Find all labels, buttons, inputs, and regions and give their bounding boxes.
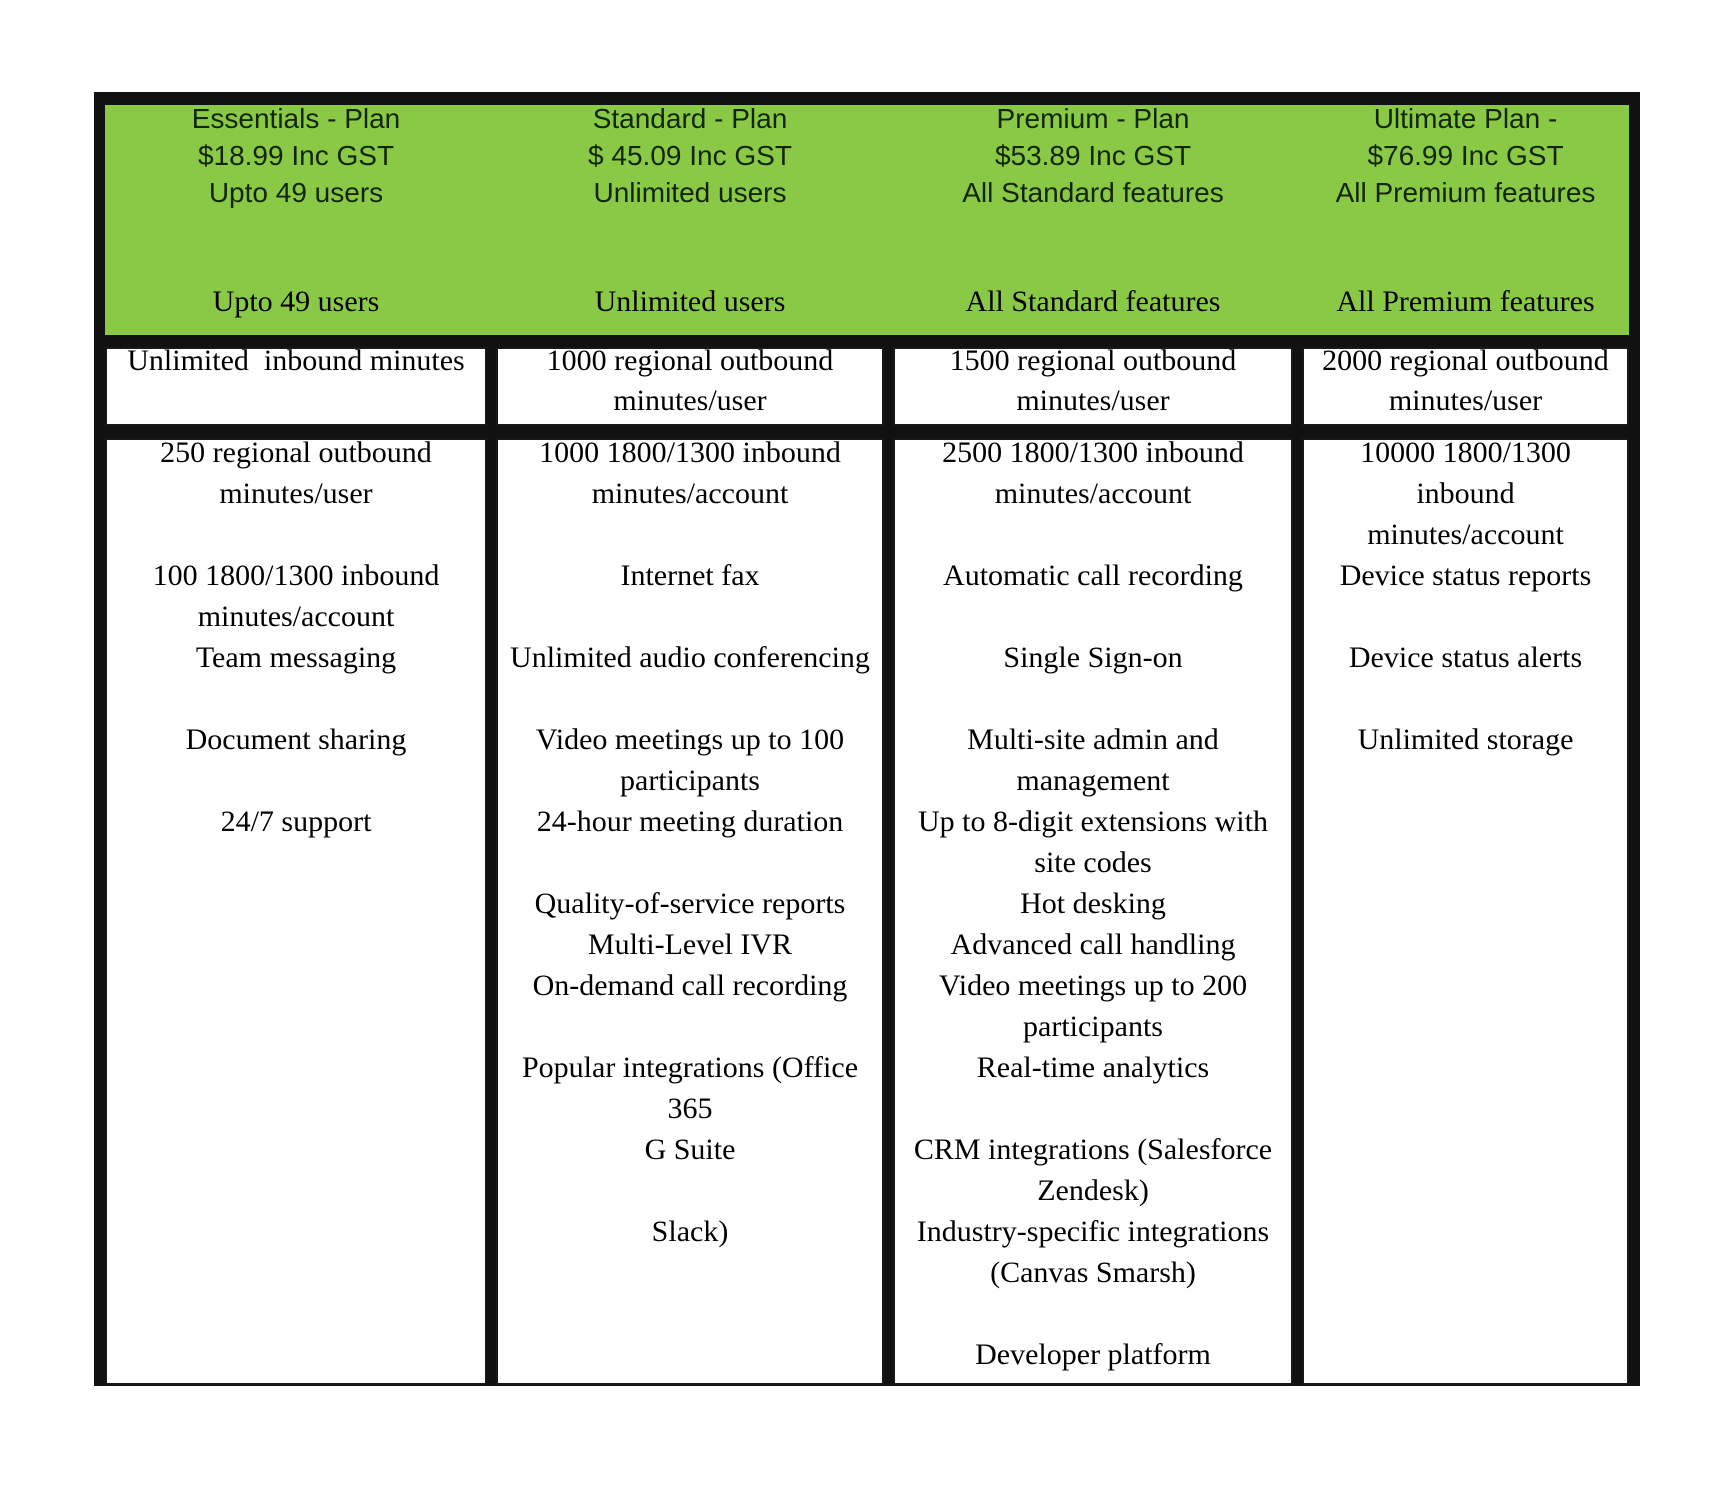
plan-subtitle: Upto 49 users bbox=[208, 177, 384, 208]
feature-line: 24/7 support bbox=[220, 805, 372, 838]
feature-line: participants bbox=[1023, 1010, 1163, 1043]
feature-line: 365 bbox=[667, 1092, 713, 1125]
feature-line: 250 regional outbound bbox=[160, 438, 432, 469]
feature-line bbox=[1304, 1047, 1627, 1088]
feature-line: Video meetings up to 200 bbox=[938, 969, 1248, 1002]
feature-line: Multi-site admin and bbox=[967, 723, 1219, 756]
feature-line: minutes/user bbox=[613, 384, 767, 417]
feature-line bbox=[1304, 1129, 1627, 1170]
feature-line: Up to 8-digit extensions with bbox=[918, 805, 1268, 838]
feature-line bbox=[107, 883, 485, 924]
feature-line bbox=[498, 1006, 882, 1047]
feature-line: Automatic call recording bbox=[943, 559, 1243, 592]
feature-line: management bbox=[1016, 764, 1170, 797]
feature-line bbox=[1304, 678, 1627, 719]
feature-line bbox=[895, 514, 1291, 555]
feature-line: Device status reports bbox=[1339, 559, 1592, 592]
feature-line bbox=[107, 1088, 485, 1129]
feature-line bbox=[107, 1129, 485, 1170]
feature-line: Team messaging bbox=[195, 641, 397, 674]
feature-line: 2000 regional outbound bbox=[1322, 347, 1609, 377]
feature-line: 2500 1800/1300 inbound bbox=[942, 438, 1244, 469]
feature-line: inbound bbox=[1416, 477, 1515, 510]
plan-header-standard bbox=[496, 105, 884, 335]
plan-tagline: Upto 49 users bbox=[212, 285, 380, 318]
feature-line: Unlimited audio conferencing bbox=[510, 641, 870, 674]
feature-line: minutes/user bbox=[219, 477, 373, 510]
plan-price: $18.99 Inc GST bbox=[197, 140, 395, 171]
feature-line: minutes/account bbox=[1367, 518, 1564, 551]
plan-price: $ 45.09 Inc GST bbox=[588, 140, 792, 171]
minutes-cell-ultimate bbox=[1302, 347, 1629, 426]
feature-line: On-demand call recording bbox=[532, 969, 848, 1002]
feature-line bbox=[1304, 801, 1627, 842]
plan-tagline: All Premium features bbox=[1336, 285, 1595, 318]
feature-line bbox=[1304, 1211, 1627, 1252]
plan-name: Standard - Plan bbox=[592, 103, 788, 134]
feature-line bbox=[1304, 1088, 1627, 1129]
feature-line: CRM integrations (Salesforce bbox=[913, 1133, 1273, 1166]
feature-line: Slack) bbox=[651, 1215, 729, 1248]
feature-line: 1000 1800/1300 inbound bbox=[539, 438, 841, 469]
feature-line bbox=[107, 1006, 485, 1047]
feature-line bbox=[107, 1293, 485, 1334]
features-row bbox=[105, 438, 1629, 1385]
plan-header-band bbox=[105, 105, 1629, 335]
feature-line bbox=[107, 842, 485, 883]
plan-header-ultimate bbox=[1302, 105, 1629, 335]
feature-line: Zendesk) bbox=[1037, 1174, 1149, 1207]
plan-subtitle: All Standard features bbox=[962, 177, 1224, 208]
feature-line bbox=[1304, 965, 1627, 1006]
plan-header-premium bbox=[893, 105, 1293, 335]
feature-line bbox=[1304, 596, 1627, 637]
feature-line: 100 1800/1300 inbound bbox=[152, 559, 440, 592]
feature-line: Developer platform bbox=[975, 1338, 1211, 1371]
feature-line: Unlimited inbound minutes bbox=[127, 347, 465, 377]
feature-line: minutes/user bbox=[1016, 384, 1170, 417]
feature-line bbox=[895, 1088, 1291, 1129]
feature-line bbox=[107, 760, 485, 801]
plan-price: $53.89 Inc GST bbox=[994, 140, 1192, 171]
feature-line: 24-hour meeting duration bbox=[536, 805, 844, 838]
plan-tagline: All Standard features bbox=[965, 285, 1221, 318]
plan-name: Ultimate Plan - bbox=[1373, 103, 1558, 134]
plan-price: $76.99 Inc GST bbox=[1367, 140, 1564, 171]
feature-line: 10000 1800/1300 bbox=[1360, 438, 1571, 469]
feature-line bbox=[1304, 1334, 1627, 1375]
feature-line bbox=[107, 1211, 485, 1252]
feature-line: minutes/user bbox=[1388, 384, 1543, 417]
plan-title-block bbox=[105, 97, 487, 211]
plan-name: Premium - Plan bbox=[996, 103, 1190, 134]
feature-line bbox=[1304, 842, 1627, 883]
features-cell-standard bbox=[496, 438, 884, 1385]
feature-line: Multi-Level IVR bbox=[587, 928, 793, 961]
feature-line bbox=[1304, 1170, 1627, 1211]
plan-name: Essentials - Plan bbox=[191, 103, 401, 134]
feature-line: minutes/account bbox=[591, 477, 789, 510]
feature-line bbox=[498, 1252, 882, 1293]
feature-line bbox=[1304, 1293, 1627, 1334]
feature-line bbox=[895, 1293, 1291, 1334]
pricing-table bbox=[94, 92, 1640, 1386]
feature-line: Document sharing bbox=[185, 723, 407, 756]
feature-line: Industry-specific integrations bbox=[916, 1215, 1270, 1248]
plan-header-essentials bbox=[105, 105, 487, 335]
plan-title-block bbox=[1302, 97, 1629, 211]
minutes-cell-premium bbox=[893, 347, 1293, 426]
feature-line: minutes/account bbox=[994, 477, 1192, 510]
feature-line: Popular integrations (Office bbox=[521, 1051, 859, 1084]
feature-line bbox=[107, 1252, 485, 1293]
minutes-cell-standard bbox=[496, 347, 884, 426]
feature-line bbox=[498, 1334, 882, 1375]
feature-line bbox=[1304, 1006, 1627, 1047]
features-cell-ultimate bbox=[1302, 438, 1629, 1385]
minutes-cell-essentials bbox=[105, 347, 487, 426]
feature-line bbox=[895, 678, 1291, 719]
feature-line: Internet fax bbox=[620, 559, 760, 592]
feature-line bbox=[1304, 924, 1627, 965]
feature-line: Advanced call handling bbox=[950, 928, 1236, 961]
feature-line bbox=[1304, 760, 1627, 801]
feature-line bbox=[498, 1170, 882, 1211]
feature-line bbox=[498, 514, 882, 555]
plan-title-block bbox=[893, 97, 1293, 211]
feature-line: 1500 regional outbound bbox=[949, 347, 1237, 377]
feature-line bbox=[498, 1293, 882, 1334]
feature-line: Video meetings up to 100 bbox=[535, 723, 845, 756]
feature-line bbox=[107, 924, 485, 965]
plan-tagline: Unlimited users bbox=[594, 285, 786, 318]
features-cell-essentials bbox=[105, 438, 487, 1385]
feature-line: 1000 regional outbound bbox=[546, 347, 834, 377]
feature-line bbox=[107, 965, 485, 1006]
included-minutes-row bbox=[105, 347, 1629, 426]
features-cell-premium bbox=[893, 438, 1293, 1385]
feature-line bbox=[1304, 883, 1627, 924]
feature-line bbox=[107, 1334, 485, 1375]
feature-line bbox=[107, 1170, 485, 1211]
feature-line: participants bbox=[620, 764, 760, 797]
feature-line bbox=[107, 678, 485, 719]
feature-line: Real-time analytics bbox=[976, 1051, 1210, 1084]
feature-line bbox=[895, 596, 1291, 637]
plan-subtitle: All Premium features bbox=[1335, 177, 1596, 208]
feature-line: Device status alerts bbox=[1348, 641, 1583, 674]
feature-line: Unlimited storage bbox=[1357, 723, 1574, 756]
plan-subtitle: Unlimited users bbox=[593, 177, 787, 208]
feature-line: site codes bbox=[1034, 846, 1152, 879]
feature-line bbox=[107, 1047, 485, 1088]
plan-title-block bbox=[496, 97, 884, 211]
feature-line: Single Sign-on bbox=[1003, 641, 1183, 674]
feature-line bbox=[498, 678, 882, 719]
feature-line: (Canvas Smarsh) bbox=[990, 1256, 1196, 1289]
feature-line bbox=[107, 514, 485, 555]
feature-line: G Suite bbox=[644, 1133, 736, 1166]
feature-line: Quality-of-service reports bbox=[534, 887, 846, 920]
feature-line: minutes/account bbox=[197, 600, 395, 633]
feature-line: Hot desking bbox=[1020, 887, 1166, 920]
feature-line bbox=[498, 596, 882, 637]
feature-line bbox=[498, 842, 882, 883]
feature-line bbox=[1304, 1252, 1627, 1293]
